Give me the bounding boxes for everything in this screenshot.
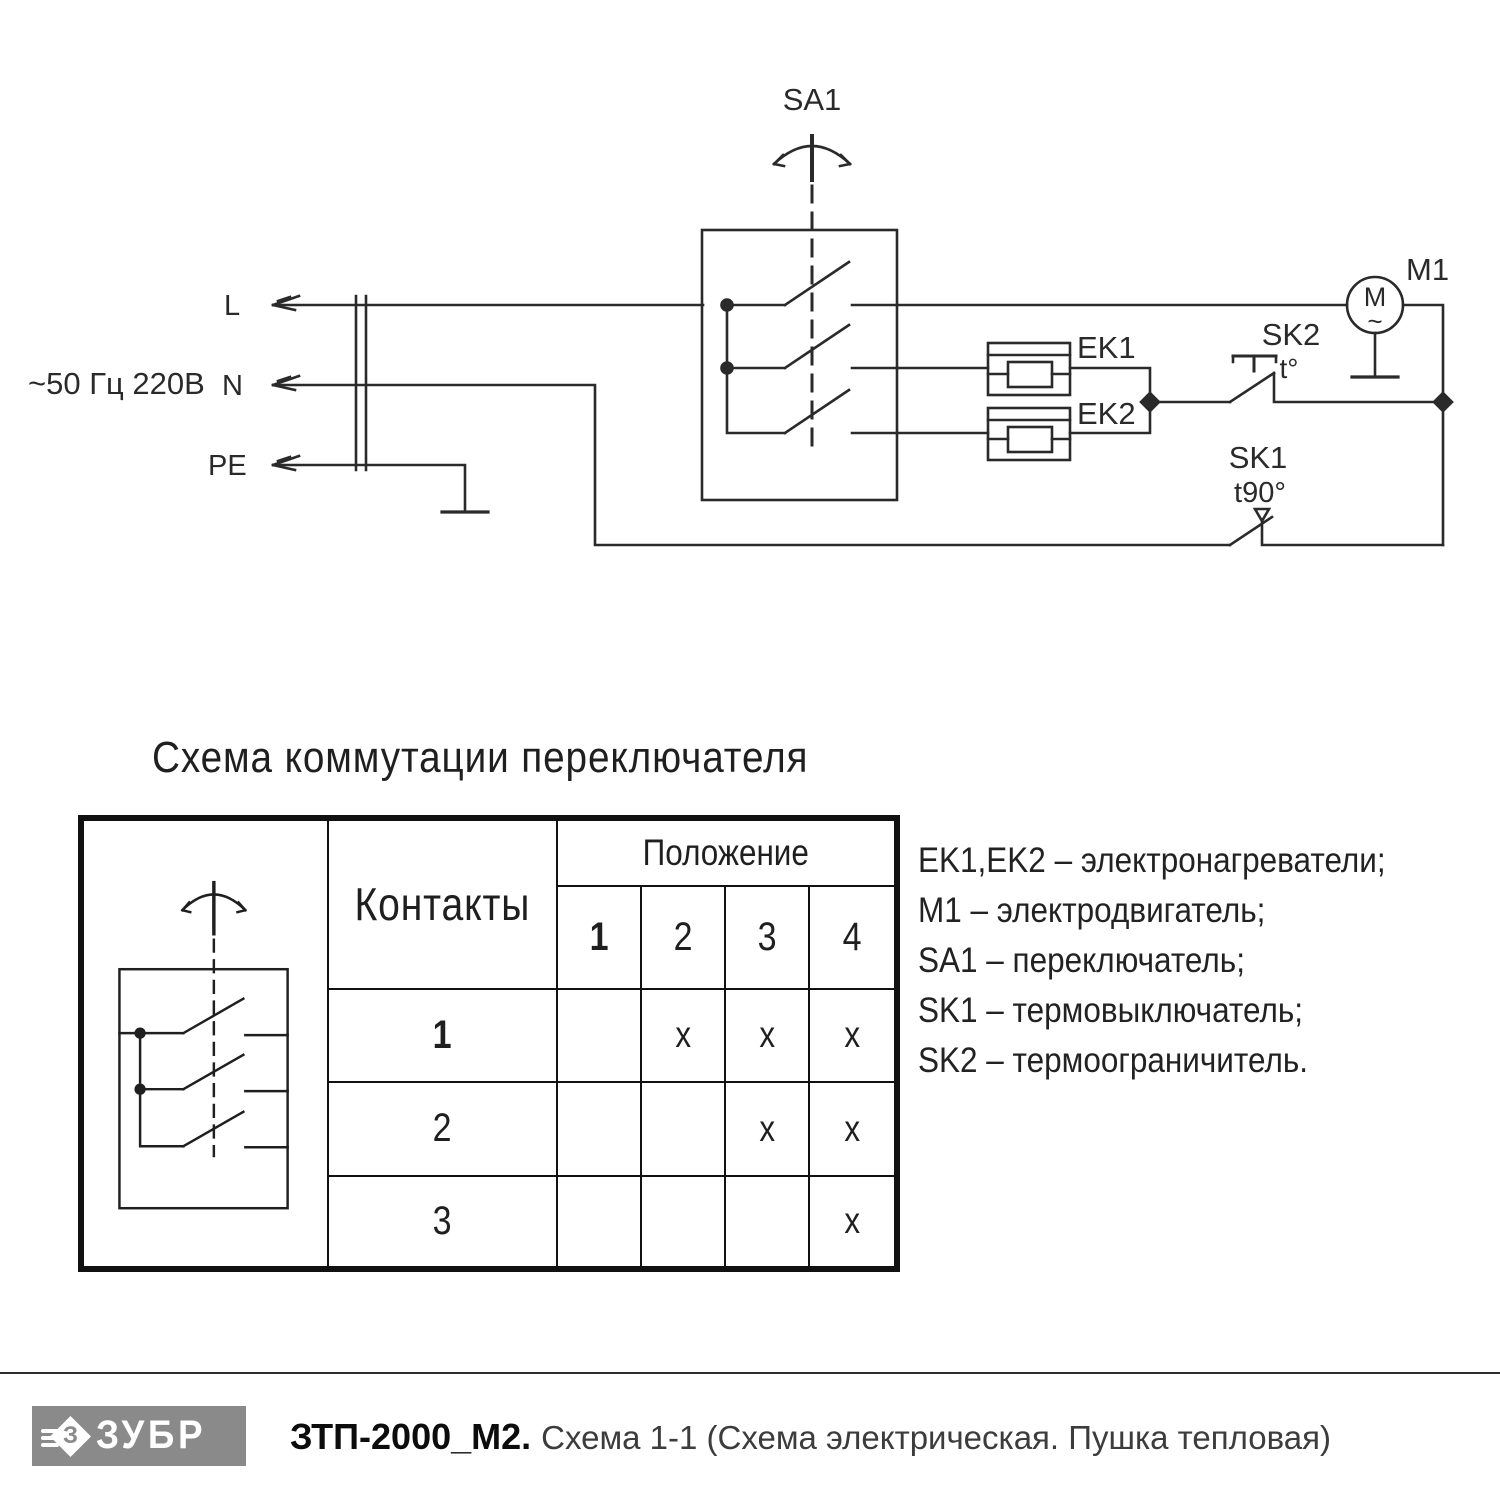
logo-letter: З (62, 1422, 79, 1449)
plug-connector (356, 296, 366, 470)
motor-m1-symbol (1347, 277, 1443, 545)
line-pe-label: PE (208, 450, 247, 482)
thermal-limiter-sk2-symbol (1230, 356, 1437, 402)
mark-cell (725, 1176, 809, 1269)
mark-cell (557, 989, 641, 1082)
heater-ek1-symbol (988, 343, 1070, 395)
footer-title (290, 1406, 1331, 1466)
mark-cell: x (725, 1082, 809, 1175)
switch-sa1-label: SA1 (782, 82, 842, 117)
junction-diamond (1141, 393, 1159, 411)
commutation-table (78, 815, 900, 1272)
footer-divider (0, 1372, 1500, 1374)
contact-number: 3 (328, 1176, 557, 1269)
mark-cell: x (809, 989, 897, 1082)
circuit-diagram (0, 0, 1500, 700)
supply-arrow-l-icon (273, 296, 299, 310)
commutation-title: Схема коммутации переключателя (152, 733, 809, 782)
switch-mini-diagram-cell (81, 818, 328, 1269)
heater-ek2-symbol (988, 408, 1070, 460)
heater-ek2-label: EK2 (1077, 396, 1136, 431)
heater-ek1-label: EK1 (1077, 330, 1136, 365)
junction-dot (722, 363, 733, 374)
position-header-cell (557, 818, 897, 886)
sk1-label: SK1 (1228, 440, 1288, 475)
legend-item-sk2: SK2 – термоограничитель. (918, 1041, 1308, 1080)
switch-mini-diagram (86, 821, 325, 1261)
brand-name: ЗУБР (96, 1413, 207, 1457)
position-header: Положение (642, 832, 810, 874)
motor-ac-symbol: ~ (1367, 306, 1383, 336)
mini-handle-icon (182, 883, 245, 934)
mark-cell (641, 1082, 725, 1175)
position-column-3: 3 (725, 886, 809, 988)
legend-item-sk1: SK1 – термовыключатель; (918, 991, 1304, 1030)
line-n-label: N (222, 370, 243, 402)
mini-contact-1 (119, 999, 287, 1035)
supply-arrow-n-icon (273, 376, 299, 390)
switch-sa1-handle-icon (774, 136, 850, 180)
mark-cell: x (809, 1176, 897, 1269)
schema-caption: Схема 1-1 (Схема электрическая. Пушка тепловая) (541, 1419, 1331, 1456)
contact-number: 2 (328, 1082, 557, 1175)
sk1-temp-label: t90° (1234, 477, 1286, 509)
junction-diamond (1434, 393, 1452, 411)
motor-m1-label: M1 (1406, 252, 1450, 287)
mark-cell (641, 1176, 725, 1269)
model-number: ЗТП-2000_М2. (290, 1416, 532, 1457)
contacts-header: Контакты (354, 878, 531, 931)
position-column-2: 2 (641, 886, 725, 988)
mark-cell: x (809, 1082, 897, 1175)
mark-cell (557, 1176, 641, 1269)
mark-cell (557, 1082, 641, 1175)
zubr-logo (32, 1406, 246, 1466)
supply-arrow-pe-icon (273, 456, 299, 470)
mark-cell: x (725, 989, 809, 1082)
junction-dot (722, 300, 733, 311)
wire-pe (273, 465, 465, 512)
contact-number: 1 (328, 989, 557, 1082)
legend-item-m1: M1 – электродвигатель; (918, 891, 1266, 930)
sk2-label: SK2 (1261, 317, 1321, 352)
contacts-header-cell (328, 818, 557, 989)
supply-label: ~50 Гц 220В (28, 366, 205, 401)
legend-item-sa1: SA1 – переключатель; (918, 941, 1245, 980)
sk2-temp-label: t° (1279, 353, 1299, 384)
thermal-cutout-sk1-symbol (1230, 509, 1443, 545)
legend-item-ek: EK1,EK2 – электронагреватели; (918, 841, 1386, 880)
motor-letter: M (1363, 282, 1387, 312)
junction-dot (136, 1029, 145, 1038)
junction-dot (136, 1085, 145, 1094)
position-column-1: 1 (557, 886, 641, 988)
mark-cell: x (641, 989, 725, 1082)
legend (918, 836, 1438, 1086)
line-l-label: L (224, 290, 241, 322)
position-column-4: 4 (809, 886, 897, 988)
